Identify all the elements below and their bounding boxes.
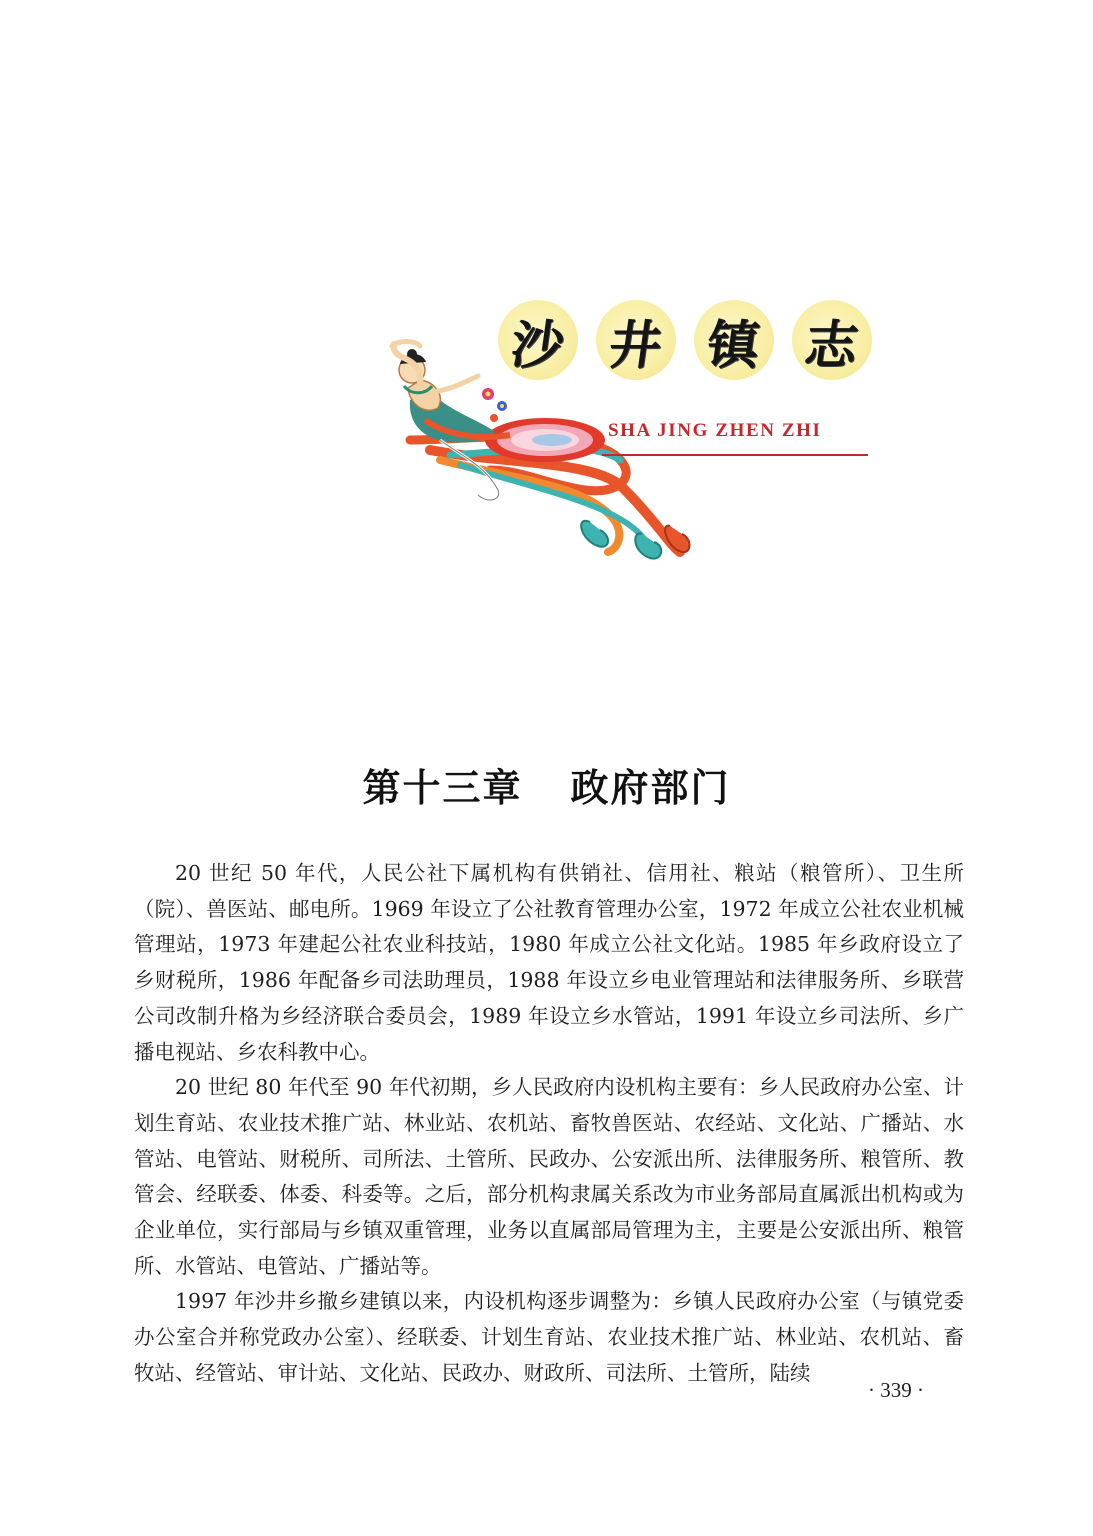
paragraph-2: 20 世纪 80 年代至 90 年代初期，乡人民政府内设机构主要有：乡人民政府办公室、计划生育站、农业技术推广站、林业站、农机站、畜牧兽医站、农经站、文化站、广播站、水管站、电管站、财税所、司所法、土管所、民政办、公安派出所、法律服务所、粮管所、教管会、经联委、体委、科委等。之后，部分机构隶属关系改为市业务部局直属派出机构或为企业单位，实行部局与乡镇双重管理，业务以直属部局管理为主，主要是公安派出所、粮管所、水管站、电管站、广播站等。 [134, 1075, 964, 1278]
title-char-1: 沙 [498, 300, 578, 380]
chapter-body [134, 856, 964, 1392]
title-char-4: 志 [792, 300, 872, 380]
chapter-heading [0, 757, 1093, 812]
title-char-3: 镇 [694, 300, 774, 380]
paragraph-3: 1997 年沙井乡撤乡建镇以来，内设机构逐步调整为：乡镇人民政府办公室（与镇党委办公室合并称党政办公室）、经联委、计划生育站、农业技术推广站、林业站、农机站、畜牧站、经管站、审计站、文化站、民政办、财政所、司法所、土管所，陆续 [134, 1289, 964, 1385]
title-char-2: 井 [596, 300, 676, 380]
chapter-title: 政府部门 [570, 766, 731, 810]
book-title-pinyin: SHA JING ZHEN ZHI [608, 420, 822, 441]
book-title [498, 300, 888, 390]
page-number: · 339 · [868, 1378, 924, 1402]
pinyin-underline [602, 454, 868, 456]
chapter-number: 第十三章 [362, 766, 523, 810]
book-title-emblem [370, 290, 890, 580]
paragraph-1: 20 世纪 50 年代，人民公社下属机构有供销社、信用社、粮站（粮管所）、卫生所（院）、兽医站、邮电所。1969 年设立了公社教育管理办公室，1972 年成立公社农业机械管理站，1973 年建起公社农业科技站，1980 年成立公社文化站。1985 年乡政府设立了乡财税所，1986 年配备乡司法助理员，1988 年设立乡电业管理站和法律服务所、乡联营公司改制升格为乡经济联合委员会，1989 年设立乡水管站，1991 年设立乡司法所、乡广播电视站、乡农科教中心。 [134, 861, 964, 1064]
